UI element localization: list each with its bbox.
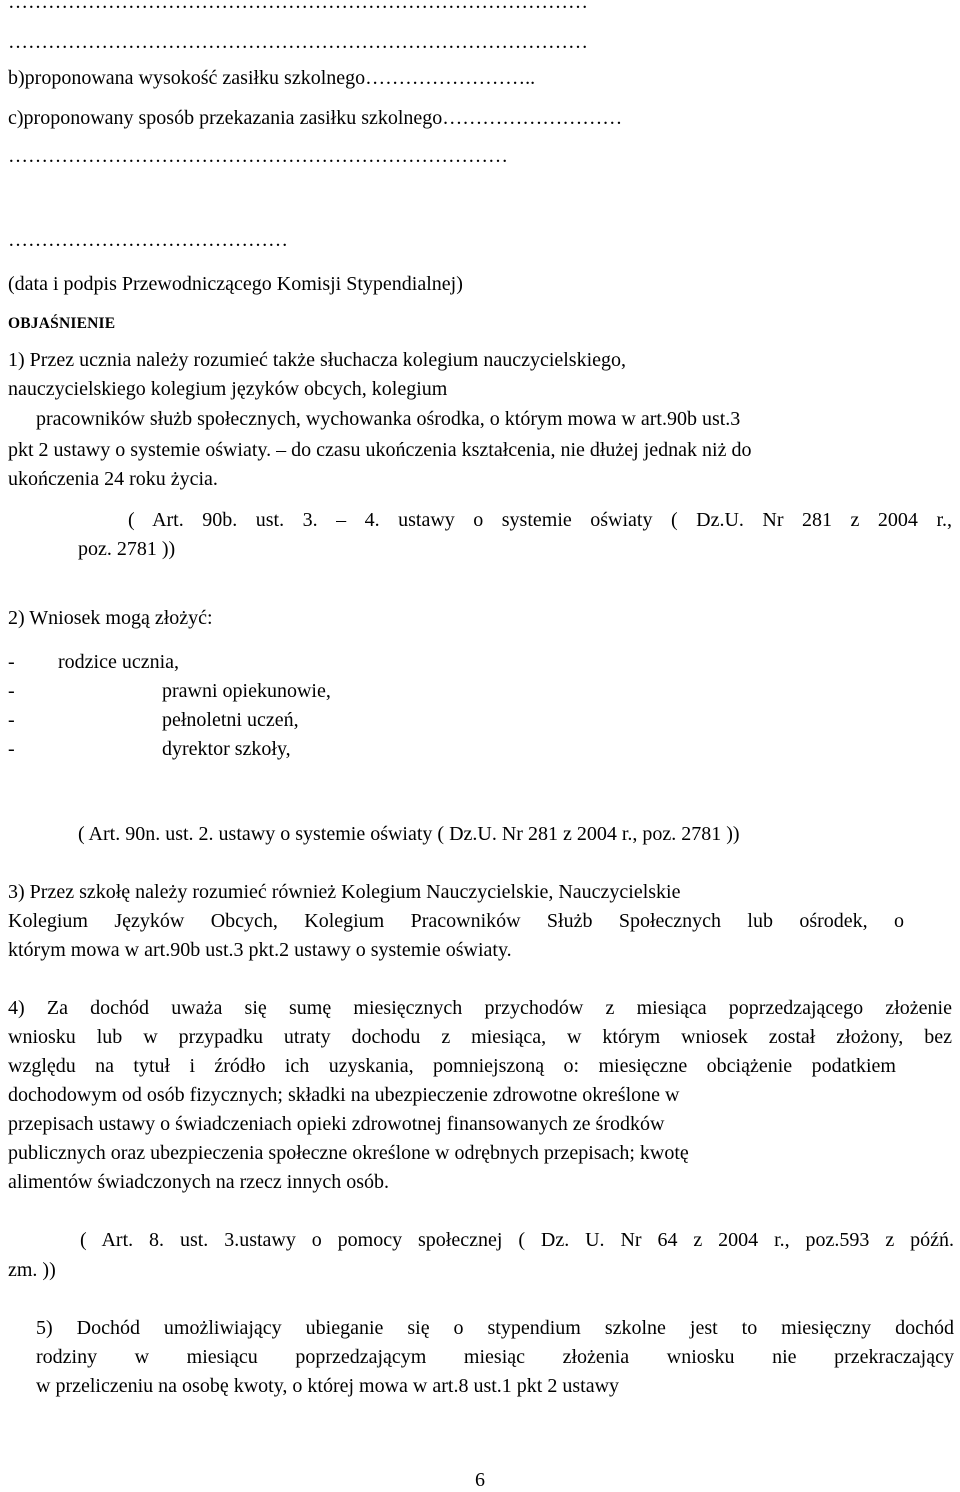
section3-line2: Kolegium Języków Obcych, Kolegium Pracowników Służb Społecznych lub ośrodek, o xyxy=(8,910,904,932)
section4-line6: publicznych oraz ubezpieczenia społeczne określone w odrębnych przepisach; kwotę xyxy=(8,1142,689,1164)
dots-line-1: …………………………………………………………………………… xyxy=(8,0,588,13)
section4-line7: alimentów świadczonych na rzecz innych osób. xyxy=(8,1171,389,1193)
section3-line1: 3) Przez szkołę należy rozumieć również Kolegium Nauczycielskie, Nauczycielskie xyxy=(8,881,681,903)
item-c: c)proponowany sposób przekazania zasiłku szkolnego……………………… xyxy=(8,107,623,129)
dots-line-2: …………………………………………………………………………… xyxy=(8,31,588,53)
page-number: 6 xyxy=(475,1469,485,1491)
section1-line5: ukończenia 24 roku życia. xyxy=(8,468,218,490)
section4-line1: 4) Za dochód uważa się sumę miesięcznych przychodów z miesiąca poprzedzającego złożenie xyxy=(8,997,952,1019)
section1-line4: pkt 2 ustawy o systemie oświaty. – do czasu ukończenia kształcenia, nie dłużej jednak niż do xyxy=(8,439,752,461)
section1-reference-line1: ( Art. 90b. ust. 3. – 4. ustawy o systemie oświaty ( Dz.U. Nr 281 z 2004 r., xyxy=(128,509,952,531)
section3-line3: którym mowa w art.90b ust.3 pkt.2 ustawy o systemie oświaty. xyxy=(8,939,512,961)
section1-line2: nauczycielskiego kolegium języków obcych, kolegium xyxy=(8,378,448,400)
list-item: pełnoletni uczeń, xyxy=(162,709,299,731)
section4-reference-line1: ( Art. 8. ust. 3.ustawy o pomocy społecznej ( Dz. U. Nr 64 z 2004 r., poz.593 z późń. xyxy=(80,1229,954,1251)
list-item-bullet: - xyxy=(8,680,15,702)
section4-line3: względu na tytuł i źródło ich uzyskania, pomniejszoną o: miesięczne obciążenie podatkiem xyxy=(8,1055,896,1077)
section1-line1: 1) Przez ucznia należy rozumieć także słuchacza kolegium nauczycielskiego, xyxy=(8,349,627,371)
section5-line2: rodziny w miesiącu poprzedzającym miesiąc złożenia wniosku nie przekraczający xyxy=(36,1346,954,1368)
list-item-bullet: - xyxy=(8,738,15,760)
section4-line4: dochodowym od osób fizycznych; składki na ubezpieczenie zdrowotne określone w xyxy=(8,1084,680,1106)
section5-line3: w przeliczeniu na osobę kwoty, o której mowa w art.8 ust.1 pkt 2 ustawy xyxy=(36,1375,620,1397)
section4-reference-line2: zm. )) xyxy=(8,1259,56,1281)
item-b: b)proponowana wysokość zasiłku szkolnego…………………….. xyxy=(8,67,536,89)
explanation-heading: OBJAŚNIENIE xyxy=(8,315,116,332)
dots-line-3: ………………………………………………………………… xyxy=(8,145,508,167)
signature-caption: (data i podpis Przewodniczącego Komisji Stypendialnej) xyxy=(8,273,463,295)
section2-reference: ( Art. 90n. ust. 2. ustawy o systemie oświaty ( Dz.U. Nr 281 z 2004 r., poz. 2781 )) xyxy=(78,823,740,845)
list-item: rodzice ucznia, xyxy=(58,651,180,673)
section1-line3: pracowników służb społecznych, wychowanka ośrodka, o którym mowa w art.90b ust.3 xyxy=(36,408,741,430)
section1-reference-line2: poz. 2781 )) xyxy=(78,538,176,560)
section4-line2: wniosku lub w przypadku utraty dochodu z miesiąca, w którym wniosek został złożony, bez xyxy=(8,1026,952,1048)
list-item-bullet: - xyxy=(8,709,15,731)
section2-title: 2) Wniosek mogą złożyć: xyxy=(8,607,213,629)
section4-line5: przepisach ustawy o świadczeniach opieki zdrowotnej finansowanych ze środków xyxy=(8,1113,665,1135)
section5-line1: 5) Dochód umożliwiający ubieganie się o stypendium szkolne jest to miesięczny dochód xyxy=(36,1317,954,1339)
list-item: dyrektor szkoły, xyxy=(162,738,291,760)
list-item-bullet: - xyxy=(8,651,15,673)
list-item: prawni opiekunowie, xyxy=(162,680,331,702)
signature-dots: …………………………………… xyxy=(8,229,288,251)
